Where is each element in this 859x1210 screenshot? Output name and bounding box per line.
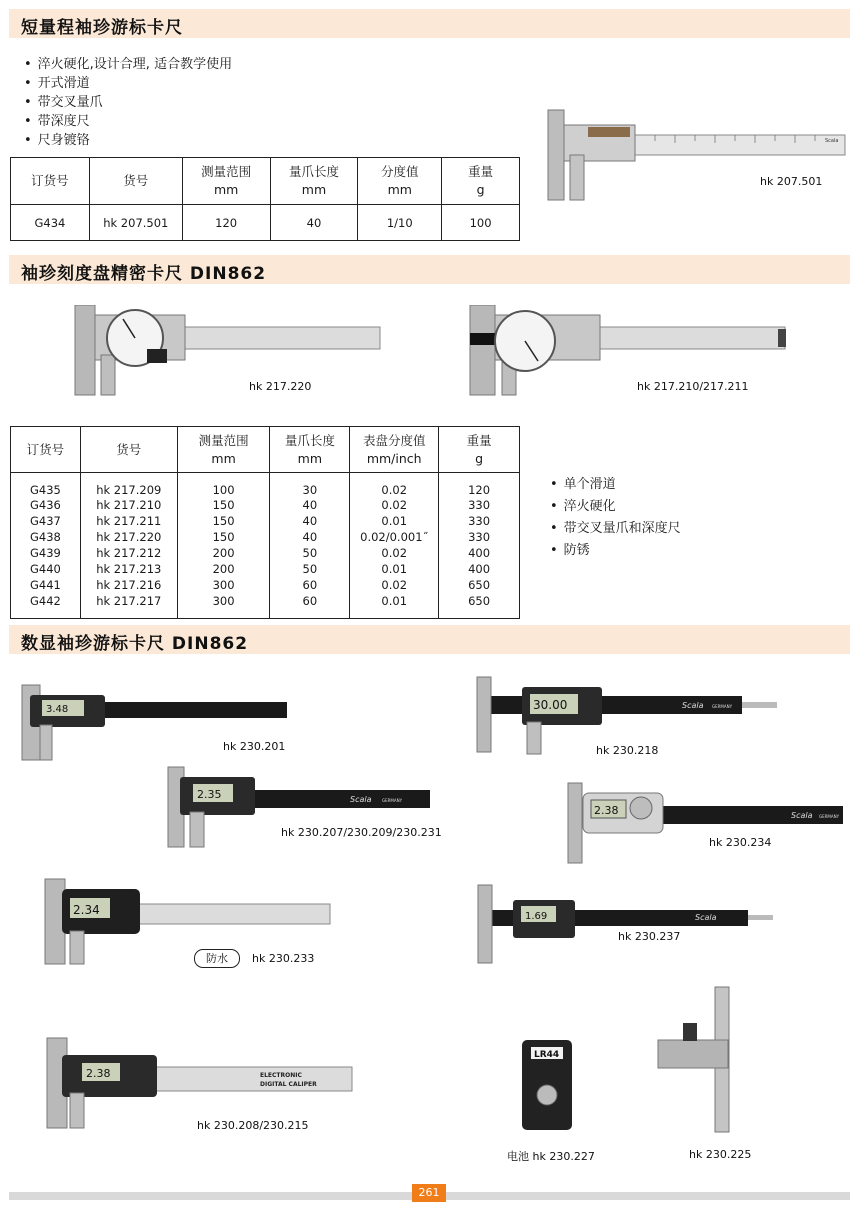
table-cell: 50 bbox=[270, 545, 350, 561]
table-row bbox=[11, 561, 520, 577]
digital-caliper-230237-image bbox=[473, 882, 778, 967]
table-cell: 400 bbox=[439, 545, 520, 561]
svg-text:1.69: 1.69 bbox=[525, 911, 548, 922]
product-caption: hk 230.237 bbox=[618, 930, 681, 943]
table-row bbox=[11, 593, 520, 609]
table-cell: hk 217.216 bbox=[80, 577, 177, 593]
feature-item: • 防锈 bbox=[550, 540, 681, 562]
table-cell: hk 217.209 bbox=[80, 473, 177, 497]
col-header: 订货号 bbox=[11, 427, 81, 473]
feature-item: • 带交叉量爪和深度尺 bbox=[550, 518, 681, 540]
svg-text:2.34: 2.34 bbox=[73, 903, 100, 917]
table-cell: 120 bbox=[439, 473, 520, 497]
col-header: 量爪长度 mm bbox=[270, 158, 358, 205]
table-cell: G440 bbox=[11, 561, 81, 577]
feature-list-1 bbox=[24, 55, 232, 150]
svg-text:GERMANY: GERMANY bbox=[819, 814, 840, 819]
spec-table-2-body bbox=[11, 473, 520, 619]
depth-base-230225-image bbox=[655, 985, 735, 1135]
product-caption: hk 230.201 bbox=[223, 740, 286, 753]
table-cell: 120 bbox=[182, 205, 270, 241]
col-header: 分度值 mm bbox=[358, 158, 442, 205]
table-padding-row bbox=[11, 609, 520, 619]
table-cell: 200 bbox=[177, 561, 270, 577]
col-header: 表盘分度值 mm/inch bbox=[350, 427, 439, 473]
feature-item: • 单个滑道 bbox=[550, 474, 681, 496]
table-cell: 0.02 bbox=[350, 473, 439, 497]
feature-item: • 带交叉量爪 bbox=[24, 93, 232, 112]
table-cell: 0.01 bbox=[350, 593, 439, 609]
table-row bbox=[11, 545, 520, 561]
table-cell: 330 bbox=[439, 529, 520, 545]
battery-lr44-image bbox=[517, 1035, 577, 1135]
table-cell: 150 bbox=[177, 529, 270, 545]
table-cell: 650 bbox=[439, 593, 520, 609]
svg-text:30.00: 30.00 bbox=[533, 698, 568, 712]
svg-text:Scala: Scala bbox=[825, 138, 839, 144]
table-row bbox=[11, 513, 520, 529]
table-cell: 100 bbox=[177, 473, 270, 497]
product-caption: hk 230.218 bbox=[596, 744, 659, 757]
table-cell: G441 bbox=[11, 577, 81, 593]
table-row bbox=[11, 205, 520, 241]
svg-text:2.38: 2.38 bbox=[86, 1067, 111, 1080]
table-cell: G434 bbox=[11, 205, 90, 241]
table-cell: hk 207.501 bbox=[89, 205, 182, 241]
table-row bbox=[11, 473, 520, 497]
product-caption: 电池 hk 230.227 bbox=[507, 1150, 595, 1163]
digital-caliper-230234-image bbox=[563, 778, 848, 868]
product-caption: hk 230.233 bbox=[252, 952, 315, 965]
section-header-3 bbox=[9, 625, 850, 654]
table-cell: 0.02 bbox=[350, 545, 439, 561]
table-cell: 330 bbox=[439, 497, 520, 513]
svg-text:DIGITAL CALIPER: DIGITAL CALIPER bbox=[260, 1081, 317, 1088]
svg-text:Scala: Scala bbox=[350, 795, 372, 804]
table-cell: G442 bbox=[11, 593, 81, 609]
table-cell: G438 bbox=[11, 529, 81, 545]
table-row bbox=[11, 497, 520, 513]
table-cell: 50 bbox=[270, 561, 350, 577]
table-row bbox=[11, 577, 520, 593]
table-cell: 40 bbox=[270, 205, 358, 241]
table-cell: 40 bbox=[270, 529, 350, 545]
section-title: 袖珍刻度盘精密卡尺 DIN862 bbox=[21, 264, 267, 284]
product-caption: hk 230.208/230.215 bbox=[197, 1119, 309, 1132]
table-cell: 0.02 bbox=[350, 577, 439, 593]
table-cell: 0.01 bbox=[350, 561, 439, 577]
feature-item: • 尺身镀铬 bbox=[24, 131, 232, 150]
product-caption: hk 230.207/230.209/230.231 bbox=[281, 826, 442, 839]
spec-table-2 bbox=[10, 426, 520, 619]
svg-text:3.48: 3.48 bbox=[46, 704, 69, 715]
table-cell: hk 217.217 bbox=[80, 593, 177, 609]
svg-text:Scala: Scala bbox=[695, 913, 717, 922]
table-cell: hk 217.212 bbox=[80, 545, 177, 561]
table-cell: 40 bbox=[270, 513, 350, 529]
caliper-207501-image bbox=[540, 105, 850, 205]
col-header: 货号 bbox=[89, 158, 182, 205]
table-cell: 650 bbox=[439, 577, 520, 593]
table-cell: 60 bbox=[270, 577, 350, 593]
svg-text:GERMANY: GERMANY bbox=[712, 704, 733, 709]
col-header: 测量范围 mm bbox=[177, 427, 270, 473]
svg-text:Scala: Scala bbox=[791, 811, 813, 820]
table-cell: hk 217.213 bbox=[80, 561, 177, 577]
svg-text:2.35: 2.35 bbox=[197, 788, 222, 801]
table-cell: 100 bbox=[442, 205, 520, 241]
section-header-1 bbox=[9, 9, 850, 38]
table-cell: 400 bbox=[439, 561, 520, 577]
svg-text:ELECTRONIC: ELECTRONIC bbox=[260, 1072, 302, 1079]
svg-text:LR44: LR44 bbox=[534, 1050, 560, 1060]
table-cell: 60 bbox=[270, 593, 350, 609]
table-cell: 300 bbox=[177, 593, 270, 609]
table-cell: 200 bbox=[177, 545, 270, 561]
table-cell: 330 bbox=[439, 513, 520, 529]
digital-caliper-230208-image bbox=[42, 1035, 357, 1130]
svg-text:GERMANY: GERMANY bbox=[382, 798, 403, 803]
table-cell: 150 bbox=[177, 513, 270, 529]
table-cell: G437 bbox=[11, 513, 81, 529]
table-cell: G439 bbox=[11, 545, 81, 561]
feature-item: • 淬火硬化 bbox=[550, 496, 681, 518]
feature-item: • 开式滑道 bbox=[24, 74, 232, 93]
product-caption: hk 217.210/217.211 bbox=[637, 380, 749, 393]
table-cell: 1/10 bbox=[358, 205, 442, 241]
table-cell: hk 217.210 bbox=[80, 497, 177, 513]
dial-caliper-217220-image bbox=[55, 305, 385, 400]
section-header-2 bbox=[9, 255, 850, 284]
table-cell: 300 bbox=[177, 577, 270, 593]
table-cell: 0.01 bbox=[350, 513, 439, 529]
table-cell: 30 bbox=[270, 473, 350, 497]
col-header: 测量范围 mm bbox=[182, 158, 270, 205]
waterproof-badge: 防水 bbox=[194, 949, 240, 968]
col-header: 重量 g bbox=[442, 158, 520, 205]
page-number: 261 bbox=[412, 1184, 446, 1202]
table-row bbox=[11, 529, 520, 545]
svg-text:Scala: Scala bbox=[682, 701, 704, 710]
spec-table-1 bbox=[10, 157, 520, 241]
table-cell: 40 bbox=[270, 497, 350, 513]
feature-list-2 bbox=[550, 474, 681, 562]
svg-text:2.38: 2.38 bbox=[594, 804, 619, 817]
table-cell: 0.02/0.001˝ bbox=[350, 529, 439, 545]
product-caption: hk 207.501 bbox=[760, 175, 823, 188]
table-cell: G435 bbox=[11, 473, 81, 497]
section-title: 数显袖珍游标卡尺 DIN862 bbox=[21, 634, 249, 654]
product-caption: hk 230.225 bbox=[689, 1148, 752, 1161]
col-header: 量爪长度 mm bbox=[270, 427, 350, 473]
col-header: 重量 g bbox=[439, 427, 520, 473]
table-cell: G436 bbox=[11, 497, 81, 513]
feature-item: • 带深度尺 bbox=[24, 112, 232, 131]
section-title: 短量程袖珍游标卡尺 bbox=[21, 18, 183, 38]
feature-item: • 淬火硬化,设计合理, 适合教学使用 bbox=[24, 55, 232, 74]
table-cell: hk 217.211 bbox=[80, 513, 177, 529]
col-header: 订货号 bbox=[11, 158, 90, 205]
table-cell: hk 217.220 bbox=[80, 529, 177, 545]
table-cell: 150 bbox=[177, 497, 270, 513]
table-cell: 0.02 bbox=[350, 497, 439, 513]
product-caption: hk 217.220 bbox=[249, 380, 312, 393]
col-header: 货号 bbox=[80, 427, 177, 473]
product-caption: hk 230.234 bbox=[709, 836, 772, 849]
